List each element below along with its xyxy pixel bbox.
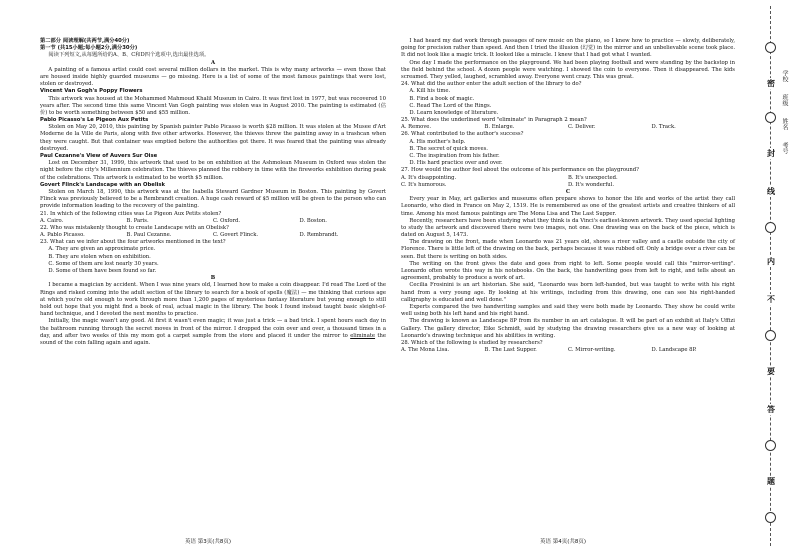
option: A. The Mona Lisa. [401, 347, 450, 354]
binding-margin [746, 0, 794, 551]
passage-c-paragraph-6: Experts compared the two handwriting samples and said they were both made by Leonardo. They show he could write well using both his left hand and his right hand. [401, 303, 735, 318]
seal-char: 内 [767, 257, 775, 266]
passage-c-paragraph-2: Recently, researchers have been studying what they think is da Vinci's earliest-known artwork. They used special lighting to study the artwork and discovered there were two images, not one. One drawing was on the back of the piece, which is dated on August 5, 1473. [401, 217, 735, 239]
passage-c-label: C [565, 188, 571, 195]
question-27-options-ab [401, 175, 735, 182]
circle-marker [765, 222, 776, 233]
question-21: 21. In which of the following cities was Le Pigeon Aux Petits stolen? [40, 210, 222, 217]
painting-2-heading: Pablo Picasso's Le Pigeon Aux Petits [40, 117, 149, 124]
section-title: 第一节 (共15小题;每小题2分,满分30分) [40, 45, 138, 52]
option: B. The Last Supper. [484, 347, 537, 354]
option: D. Track. [651, 124, 676, 131]
seal-char: 答 [767, 405, 775, 414]
question-22: 22. Who was mistakenly thought to create Landscape with an Obelisk? [40, 224, 229, 231]
circle-marker [765, 440, 776, 451]
passage-a-label: A [210, 59, 216, 66]
right-page-footer: 英语 第4页(共8页) [540, 539, 587, 545]
option: D. Some of them have been found so far. [48, 268, 157, 274]
paragraph-text: the sound of the coin falling again and again. [40, 332, 386, 346]
option: A. Cairo. [40, 217, 64, 224]
option: A. They are given an approximate price. [48, 246, 156, 253]
left-page-column [40, 38, 386, 347]
option: B. It's unexpected. [568, 174, 618, 181]
question-28: 28. Which of the following is studied by researchers? [401, 339, 543, 346]
option: B. The secret of quick moves. [409, 145, 488, 152]
question-27-options-cd [401, 182, 735, 189]
instructions: 阅读下列短文,从每题所给的A、B、C和D四个选项中,选出最佳选项。 [48, 52, 210, 59]
binding-side-text: 学校 班级 姓名 考号 [781, 70, 788, 154]
option: D. Rembrandt. [299, 232, 339, 239]
paragraph-text: Initially, the magic wasn't any good. At first it wasn't even magic; it was just a trick — a bad trick. I spent hours each day in the bathroom running through the secret moves in front of the mirror. I dropped the coin over and over, a thousand times in a day, and after two weeks of this my mom got a carpet sample from the store and placed it under the mirror to [40, 318, 386, 339]
passage-b-paragraph-3: I had heard my dad work through passages of new music on the piano, so I knew how to practice — slowly, deliberately, going for precision rather than speed. And then I tried the illusion (幻觉) in the mirror and an unbelievable scene took place. It did not look like a magic trick. It looked like a miracle. I knew that I had got what I wanted. [401, 38, 735, 59]
option: B. Paul Cezanne. [126, 232, 172, 239]
option: C. Read The Lord of the Rings. [409, 102, 492, 109]
question-26: 26. What contributed to the author's success? [401, 131, 524, 138]
question-25: 25. What does the underlined word "eliminate" in Paragraph 2 mean? [401, 117, 587, 124]
painting-2-text: Stolen on May 20, 2010, this painting by Spanish painter Pablo Picasso is worth $28 million. It was stolen at the Musee d'Art Moderne de la Ville de Paris, along with five other artworks. However, the thieves threw the painting away in a trashcan when they were caught. But that container was emptied before the authorities got there. It was feared that the painting was already destroyed. [40, 124, 386, 152]
seal-char: 题 [767, 477, 775, 486]
passage-c-paragraph-4: The writing on the front gives the date and goes from right to left. Some people would call this "mirror-writing". Leonardo often wrote this way in his notebooks. On the back, the handwriting goes from left to right, and tells about an agreement, probably to produce a work of art. [401, 260, 735, 282]
question-21-options [40, 218, 386, 225]
option: D. Boston. [299, 217, 327, 224]
option: C. Deliver. [568, 124, 596, 131]
painting-4-heading: Govert Flinck's Landscape with an Obelisk [40, 181, 166, 188]
question-24: 24. What did the author enter the adult section of the library to do? [401, 81, 582, 88]
right-page-column [401, 38, 735, 354]
left-page-footer: 英语 第3页(共8页) [185, 539, 232, 545]
passage-a-intro: A painting of a famous artist could cost several million dollars in the market. This is why many artworks — even those that are housed inside highly guarded museums — go missing. Here is a list of some of the most famous paintings that were lost, stolen or destroyed. [40, 66, 386, 88]
option: C. Govert Flinck. [213, 232, 259, 239]
underlined-word: eliminate [350, 332, 376, 339]
option: B. Find a book of magic. [409, 95, 475, 102]
painting-4-text: Stolen on March 18, 1990, this artwork was at the Isabella Steward Gardner Museum in Boston. This painting by Govert Flinck was previously believed to be a Rembrandt creation. A huge cash reward of $5 million will be given to the person who can provide information leading to the recovery of the painting. [40, 188, 386, 210]
painting-1-text: This artwork was housed at the Mohammed Mahmoud Khalil Museum in Cairo. It was first lost in 1977, but was recovered 10 years after. The second time this same Vincent Van Gogh painting was stolen was in August 2010. The painting is estimated (估价) to be worth something between $50 and $55 million. [40, 95, 386, 116]
painting-1-heading: Vincent Van Gogh's Poppy Flowers [40, 88, 143, 95]
passage-c-paragraph-7: The drawing is known as Landscape 8P from its number in an art catalogue. It will be part of an exhibit at Italy's Uffizi Gallery. The gallery director, Eike Schmidt, said by studying the drawing researchers give us a new way of looking at Leonardo's drawing technique and his abilities in writing. [401, 318, 735, 339]
seal-char: 不 [767, 295, 775, 304]
passage-b-paragraph-2 [40, 318, 386, 347]
option: D. Learn knowledge of literature. [409, 109, 499, 116]
seal-char: 密 [767, 79, 775, 88]
option: C. Mirror-writing. [568, 347, 616, 354]
option: C. Oxford. [213, 217, 241, 224]
painting-3-heading: Paul Cezanne's View of Auvers Sur Oise [40, 153, 158, 159]
question-27: 27. How would the author feel about the outcome of his performance on the playground? [401, 167, 639, 174]
circle-marker [765, 42, 776, 53]
option: A. Kill his time. [409, 88, 451, 95]
option: C. It's humorous. [401, 181, 447, 188]
passage-b-paragraph-4: One day I made the performance on the playground. We had been playing football and were standing by the backstop in the field behind the school. A dozen people were watching. I showed the coin to everyone. Then it disappeared. The kids screamed. They yelled, laughed, scrambled away. Everyone went crazy. This was great. [401, 59, 735, 80]
option: B. Paris. [126, 217, 149, 224]
seal-char: 线 [767, 187, 775, 196]
option: A. Remove. [401, 124, 432, 131]
option: A. Pablo Picasso. [40, 232, 85, 239]
painting-3-text: Lost on December 31, 1999, this artwork that used to be on exhibition at the Ashmolean Museum in Oxford was stolen the night before the city's Millennium celebration. The thieves planned the robbery in time with the fireworks exhibition during peak of the celebrations. This artwork is estimated to be worth $5 million. [40, 160, 386, 181]
circle-marker [765, 112, 776, 123]
passage-c-paragraph-5: Cecilia Frosinini is an art historian. She said, "Leonardo was born left-handed, but was taught to write with his right hand from a very young age. By looking at his writings, including from this drawing, one can see his right-handed calligraphy is educated and well done." [401, 282, 735, 303]
question-25-options [401, 124, 735, 131]
option: D. Landscape 8P. [651, 347, 697, 354]
seal-char: 封 [767, 149, 775, 158]
question-23: 23. What can we infer about the four artworks mentioned in the text? [40, 239, 226, 246]
passage-c-paragraph-1: Every year in May, art galleries and museums often prepare shows to honor the life and works of the artist they call Leonardo, who died in France on May 2, 1519. He is remembered as one of the greatest artists and creative thinkers of all time. Among his most famous paintings are The Mona Lisa and The Last Supper. [401, 196, 735, 217]
passage-b-label: B [210, 275, 216, 282]
option: B. Enlarge. [484, 124, 515, 131]
option: C. Some of them are lost nearly 30 years. [48, 260, 159, 267]
option: D. It's wonderful. [568, 181, 615, 188]
option: A. It's disappointing. [401, 174, 457, 181]
question-28-options [401, 347, 735, 354]
option: C. The inspiration from his father. [409, 153, 500, 159]
part-title: 第二部分 阅读理解(共两节,满分40分) [40, 38, 130, 44]
option: A. His mother's help. [409, 138, 466, 145]
seal-char: 要 [767, 367, 775, 376]
option: B. They are stolen when on exhibition. [48, 253, 151, 260]
circle-marker [765, 330, 776, 341]
passage-b-paragraph-1: I became a magician by accident. When I was nine years old, I learned how to make a coin disappear. I'd read The Lord of the Rings and risked coming into the adult section of the library to search for a book of spells (魔法) — me thinking that curious age at which you're old enough to work through more than 1,200 pages of mysterious fantasy literature but young enough to still hold out hope that you might find a book of real, actual magic in the library. The book I found instead taught basic sleight-of-hand technique, and I devoted the next months to practice. [40, 282, 386, 318]
option: D. His hard practice over and over. [409, 160, 503, 167]
circle-marker [765, 512, 776, 523]
passage-c-paragraph-3: The drawing on the front, made when Leonardo was 21 years old, shows a river valley and a castle outside the city of Florence. There is little left of the drawing on the back, perhaps because it was rubbed off. Only a bridge over a river can be seen. But there is writing on both sides. [401, 239, 735, 260]
question-22-options [40, 232, 386, 239]
